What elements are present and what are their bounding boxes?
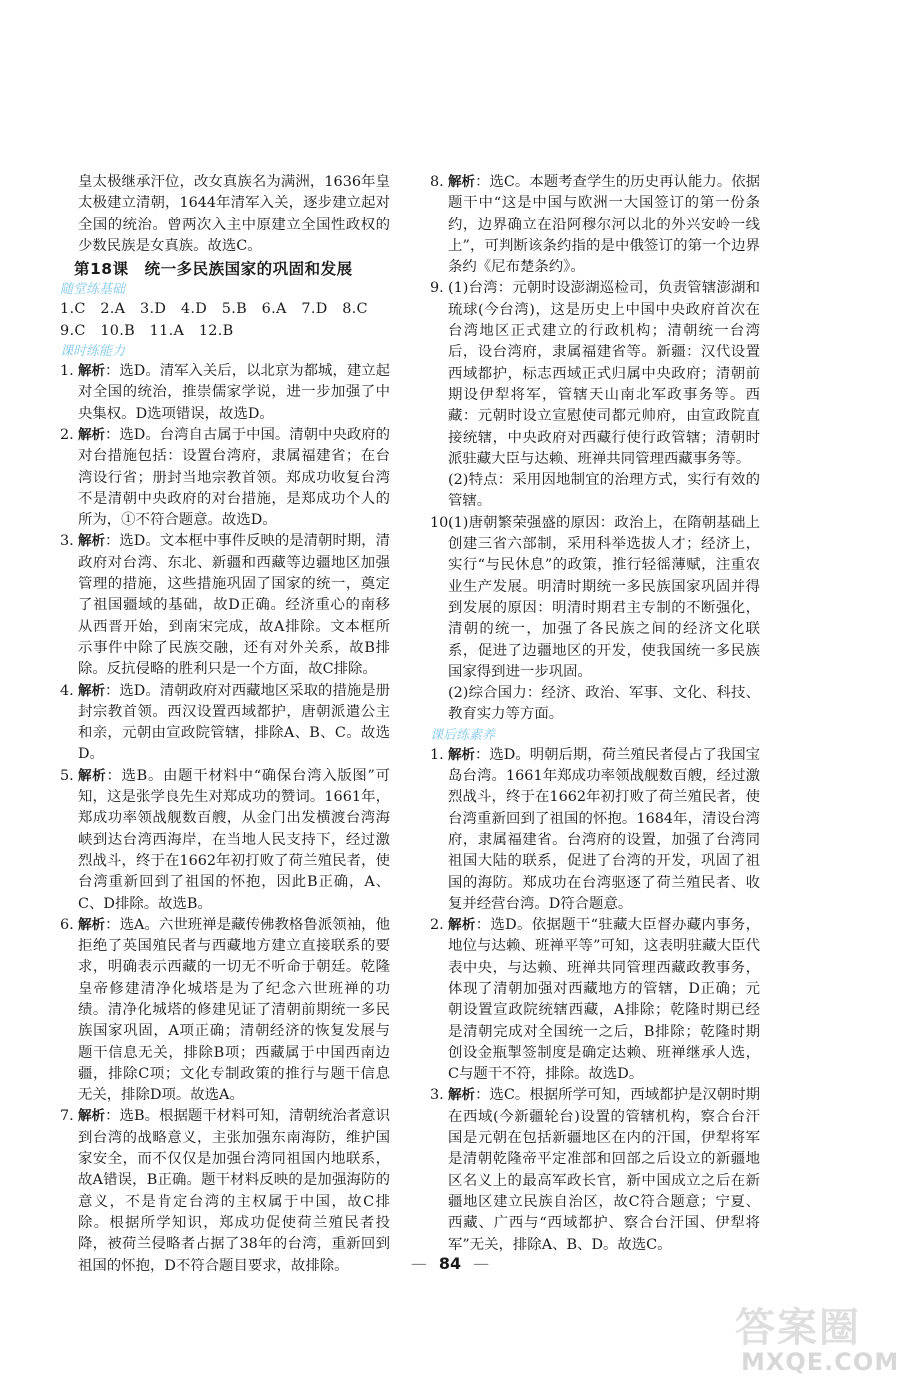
- watermark-logo: 答案圈: [735, 1305, 861, 1351]
- answer-item: 3. 解析：选C。根据所学可知，西域都护是汉朝时期在西域(今新疆轮台)设置的管辖机构，察合台汗国是元朝在包括新疆地区在内的汗国，伊犁将军是清朝乾隆帝平定准部和回部之后设立的新疆地区名义上的最高军政长官，新中国成立之后在新疆地区建立民族自治区，故C符合题意；宁夏、西藏、广西与“西域都护、察合台汗国、伊犁将军”无关，排除A、B、D。故选C。: [430, 1087, 761, 1253]
- section-heading-literacy: 课后练素养: [430, 727, 496, 743]
- lesson-title: 第18课 统一多民族国家的巩固和发展: [74, 260, 353, 279]
- footer-dash-left: —: [410, 1254, 427, 1273]
- watermark: [735, 1296, 900, 1386]
- answer-item-10-part-2: (2)综合国力：经济、政治、军事、文化、科技、教育实力等方面。: [448, 685, 760, 723]
- answer-item: 1. 解析：选D。清军入关后，以北京为都城，建立起对全国的统治，推崇儒家学说，进一步加强了中央集权。D选项错误，故选D。: [60, 363, 391, 422]
- answer-item-9-part-2: (2)特点：采用因地制宜的治理方式，实行有效的管辖。: [448, 472, 760, 510]
- section-heading-basic: 随堂练基础: [60, 282, 126, 298]
- answer-item: 2. 解析：选D。台湾自古属于中国。清朝中央政府的对台措施包括：设置台湾府，隶属福建省；在台湾设行省；册封当地宗教首领。郑成功收复台湾不是清朝中央政府的对台措施，是郑成功个人的所为，①不符合题意。故选D。: [60, 426, 391, 529]
- intro-paragraph: 皇太极继承汗位，改女真族名为满洲，1636年皇太极建立清朝，1644年清军入关，逐步建立起对全国的统治。曾两次入主中原建立全国性政权的少数民族是女真族。故选C。: [78, 174, 390, 254]
- answer-item: 7. 解析：选B。根据题干材料可知，清朝统治者意识到台湾的战略意义，主张加强东南海防，维护国家安全，而不仅仅是加强台湾同祖国内地联系，故A错误，B正确。题干材料反映的是加强海防的意义，不是肯定台湾的主权属于中国，故C排除。根据所学知识，郑成功促使荷兰殖民者投降，被荷兰侵略者占据了38年的台湾，重新回到祖国的怀抱，D不符合题目要求，故排除。: [60, 1108, 391, 1274]
- answer-item: 4. 解析：选D。清朝政府对西藏地区采取的措施是册封宗教首领。西汉设置西域都护，唐朝派遣公主和亲，元朝由宣政院管辖，排除A、B、C。故选D。: [60, 682, 391, 763]
- answer-row-2: 9.C 10.B 11.A 12.B: [60, 322, 234, 339]
- answer-item-9: 9. (1)台湾：元朝时设澎湖巡检司，负责管辖澎湖和琉球(今台湾)，这是历史上中国中央政府首次在台湾地区正式建立的行政机构；清朝统一台湾后，设台湾府，隶属福建省等。新疆：汉代设置西域都护，标志西域正式归属中央政府；清朝前期设伊犁将军，管辖天山南北军政事务等。西藏：元朝时设立宣慰使司都元帅府，由宣政院直接统辖，中央政府对西藏行使行政管辖；清朝时派驻藏大臣与达赖、班禅共同管理西藏事务等。: [430, 280, 760, 467]
- answer-item: 8. 解析：选C。本题考查学生的历史再认能力。依据题干中“这是中国与欧洲一大国签订的第一份条约，边界确立在沿阿穆尔河以北的外兴安岭一线上”，可判断该条约指的是中俄签订的第一个边界条约《尼布楚条约》。: [430, 174, 761, 276]
- answer-item: 3. 解析：选D。文本框中事件反映的是清朝时期，清政府对台湾、东北、新疆和西藏等边疆地区加强管理的措施，这些措施巩固了国家的统一，奠定了祖国疆域的基础，故D正确。经济重心的南移从西晋开始，到南宋完成，故A排除。文本框所示事件中除了民族交融，还有对外关系，故B排除。反抗侵略的胜利只是一个方面，故C排除。: [60, 533, 391, 678]
- right-column: [430, 172, 760, 1256]
- left-column: [60, 172, 390, 1277]
- page-footer: [0, 1254, 900, 1273]
- answer-item: 1. 解析：选D。明朝后期，荷兰殖民者侵占了我国宝岛台湾。1661年郑成功率领战舰数百艘，经过激烈战斗，终于在1662年初打败了荷兰殖民者，使台湾重新回到了祖国的怀抱。1684年，清设台湾府，隶属福建省。台湾府的设置，加强了台湾同祖国大陆的联系，促进了台湾的开发，巩固了祖国的海防。郑成功在台湾驱逐了荷兰殖民者、收复并经营台湾。D符合题意。: [430, 746, 761, 912]
- answer-item-10: 10. (1)唐朝繁荣强盛的原因：政治上，在隋朝基础上创建三省六部制，采用科举选拔人才；经济上，实行“与民休息”的政策，推行轻徭薄赋，注重农业生产发展。明清时期统一多民族国家巩固并得到发展的原因：明清时期君主专制的不断强化，清朝的统一，加强了各民族之间的经济文化联系，促进了边疆地区的开发，使我国统一多民族国家得到进一步巩固。: [430, 514, 760, 680]
- answer-row-1: 1.C 2.A 3.D 4.D 5.B 6.A 7.D 8.C: [60, 301, 368, 318]
- footer-dash-right: —: [473, 1254, 490, 1273]
- watermark-site: MXQE.COM: [741, 1348, 900, 1376]
- page-number: 84: [438, 1254, 462, 1273]
- section-heading-ability: 课时练能力: [60, 344, 126, 360]
- answer-item: 2. 解析：选D。依据题干“驻藏大臣督办藏内事务，地位与达赖、班禅平等”可知，这表明驻藏大臣代表中央，与达赖、班禅共同管理西藏政教事务，体现了清朝加强对西藏地方的管辖，D正确；元朝设置宣政院统辖西藏，A排除；乾隆时期已经是清朝完成对全国统一之后，B排除；乾隆时期创设金瓶掣签制度是确定达赖、班禅继承人选，C与题干不符，排除。故选D。: [430, 917, 761, 1083]
- answer-item: 5. 解析：选B。由题干材料中“确保台湾入版图”可知，这是张学良先生对郑成功的赞词。1661年，郑成功率领战舰数百艘，从金门出发横渡台湾海峡到达台湾西海岸，在当地人民支持下，经过激烈战斗，终于在1662年初打败了荷兰殖民者，使台湾重新回到了祖国的怀抱，因此B正确，A、C、D排除。故选B。: [60, 767, 390, 912]
- answer-item: 6. 解析：选A。六世班禅是藏传佛教格鲁派领袖，他拒绝了英国殖民者与西藏地方建立直接联系的要求，明确表示西藏的一切无不听命于朝廷。乾隆皇帝修建清净化城塔是为了纪念六世班禅的功绩。清净化城塔的修建见证了清朝前期统一多民族国家巩固，A项正确；清朝经济的恢复发展与题干信息无关，排除B项；西藏属于中国西南边疆，排除C项；文化专制政策的推行与题干信息无关，排除D项。故选A。: [60, 916, 391, 1104]
